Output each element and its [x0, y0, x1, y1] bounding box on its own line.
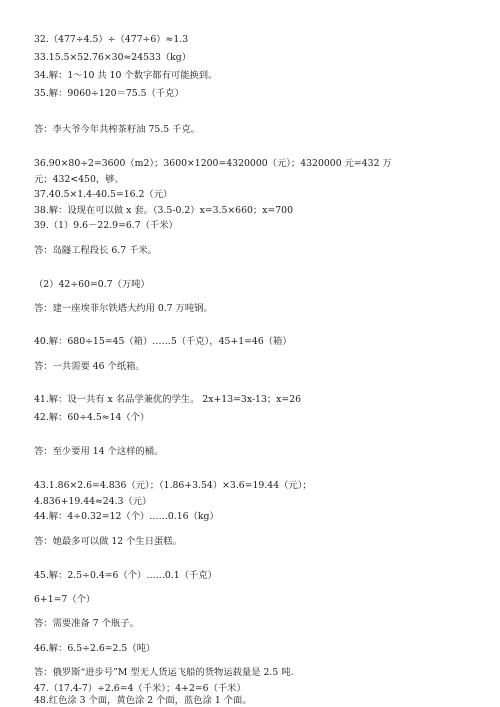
- answer-line-42: 42.解：60÷4.5≈14（个）: [34, 412, 150, 423]
- answer-line-40: 40.解：680÷15=45（箱）……5（千克），45+1=46（箱）: [34, 336, 292, 347]
- answer-line-43-cont: 4.836+19.44≈24.3（元）: [34, 496, 152, 507]
- answer-line-41: 41.解：设一共有 x 名品学兼优的学生。 2x+13=3x-13；x=26: [34, 394, 302, 405]
- answer-line-38: 38.解：设现在可以做 x 套。（3.5-0.2）x=3.5×660；x=700: [34, 205, 293, 216]
- answer-line-35-conclusion: 答：李大爷今年共榨茶籽油 75.5 千克。: [34, 124, 201, 135]
- answer-line-48: 48.红色涂 3 个面，黄色涂 2 个面，蓝色涂 1 个面。: [34, 695, 252, 706]
- answer-line-46: 46.解：6.5÷2.6=2.5（吨）: [34, 643, 156, 654]
- answer-line-45-cont: 6+1=7（个）: [34, 594, 96, 605]
- answer-line-37: 37.40.5×1.4-40.5=16.2（元）: [34, 189, 173, 200]
- answer-line-34: 34.解：1～10 共 10 个数字都有可能换到。: [34, 70, 218, 81]
- answer-line-33: 33.15.5×52.76×30≈24533（kg）: [34, 52, 192, 63]
- answer-line-45-conclusion: 答：需要准备 7 个瓶子。: [34, 618, 139, 629]
- answer-line-35: 35.解：9060÷120＝75.5（千克）: [34, 88, 184, 99]
- answer-line-39-1: 39.（1）9.6－22.9=6.7（千米）: [34, 220, 178, 231]
- answer-line-39-2-conclusion: 答：建一座埃菲尔铁塔大约用 0.7 万吨钢。: [34, 303, 213, 314]
- answer-line-47: 47.（17.4-7）÷2.6=4（千米）；4+2=6（千米）: [34, 683, 246, 694]
- answer-line-43: 43.1.86×2.6=4.836（元）；（1.86+3.54）×3.6=19.44（元）；: [34, 480, 312, 491]
- answer-line-46-conclusion: 答：俄罗斯“进步号”M 型无人货运飞船的货物运载量是 2.5 吨.: [34, 667, 294, 678]
- answer-line-36: 36.90×80÷2=3600（m2）；3600×1200=4320000（元）；4320000 元=432 万: [34, 158, 392, 169]
- answer-line-39-1-conclusion: 答：岛隧工程段长 6.7 千米。: [34, 245, 157, 256]
- answer-line-44-conclusion: 答：她最多可以做 12 个生日蛋糕。: [34, 536, 182, 547]
- answer-line-32: 32.（477÷4.5）÷（477÷6）≈1.3: [34, 34, 189, 45]
- answer-line-45: 45.解：2.5÷0.4=6（个）……0.1（千克）: [34, 570, 217, 581]
- answer-line-40-conclusion: 答：一共需要 46 个纸箱。: [34, 361, 145, 372]
- answer-line-42-conclusion: 答：至少要用 14 个这样的桶。: [34, 446, 164, 457]
- answer-line-44: 44.解：4÷0.32=12（个）……0.16（kg）: [34, 511, 219, 522]
- answer-line-36-cont: 元；432<450，够。: [34, 174, 124, 185]
- answer-line-39-2: （2）42÷60=0.7（万吨）: [34, 279, 150, 290]
